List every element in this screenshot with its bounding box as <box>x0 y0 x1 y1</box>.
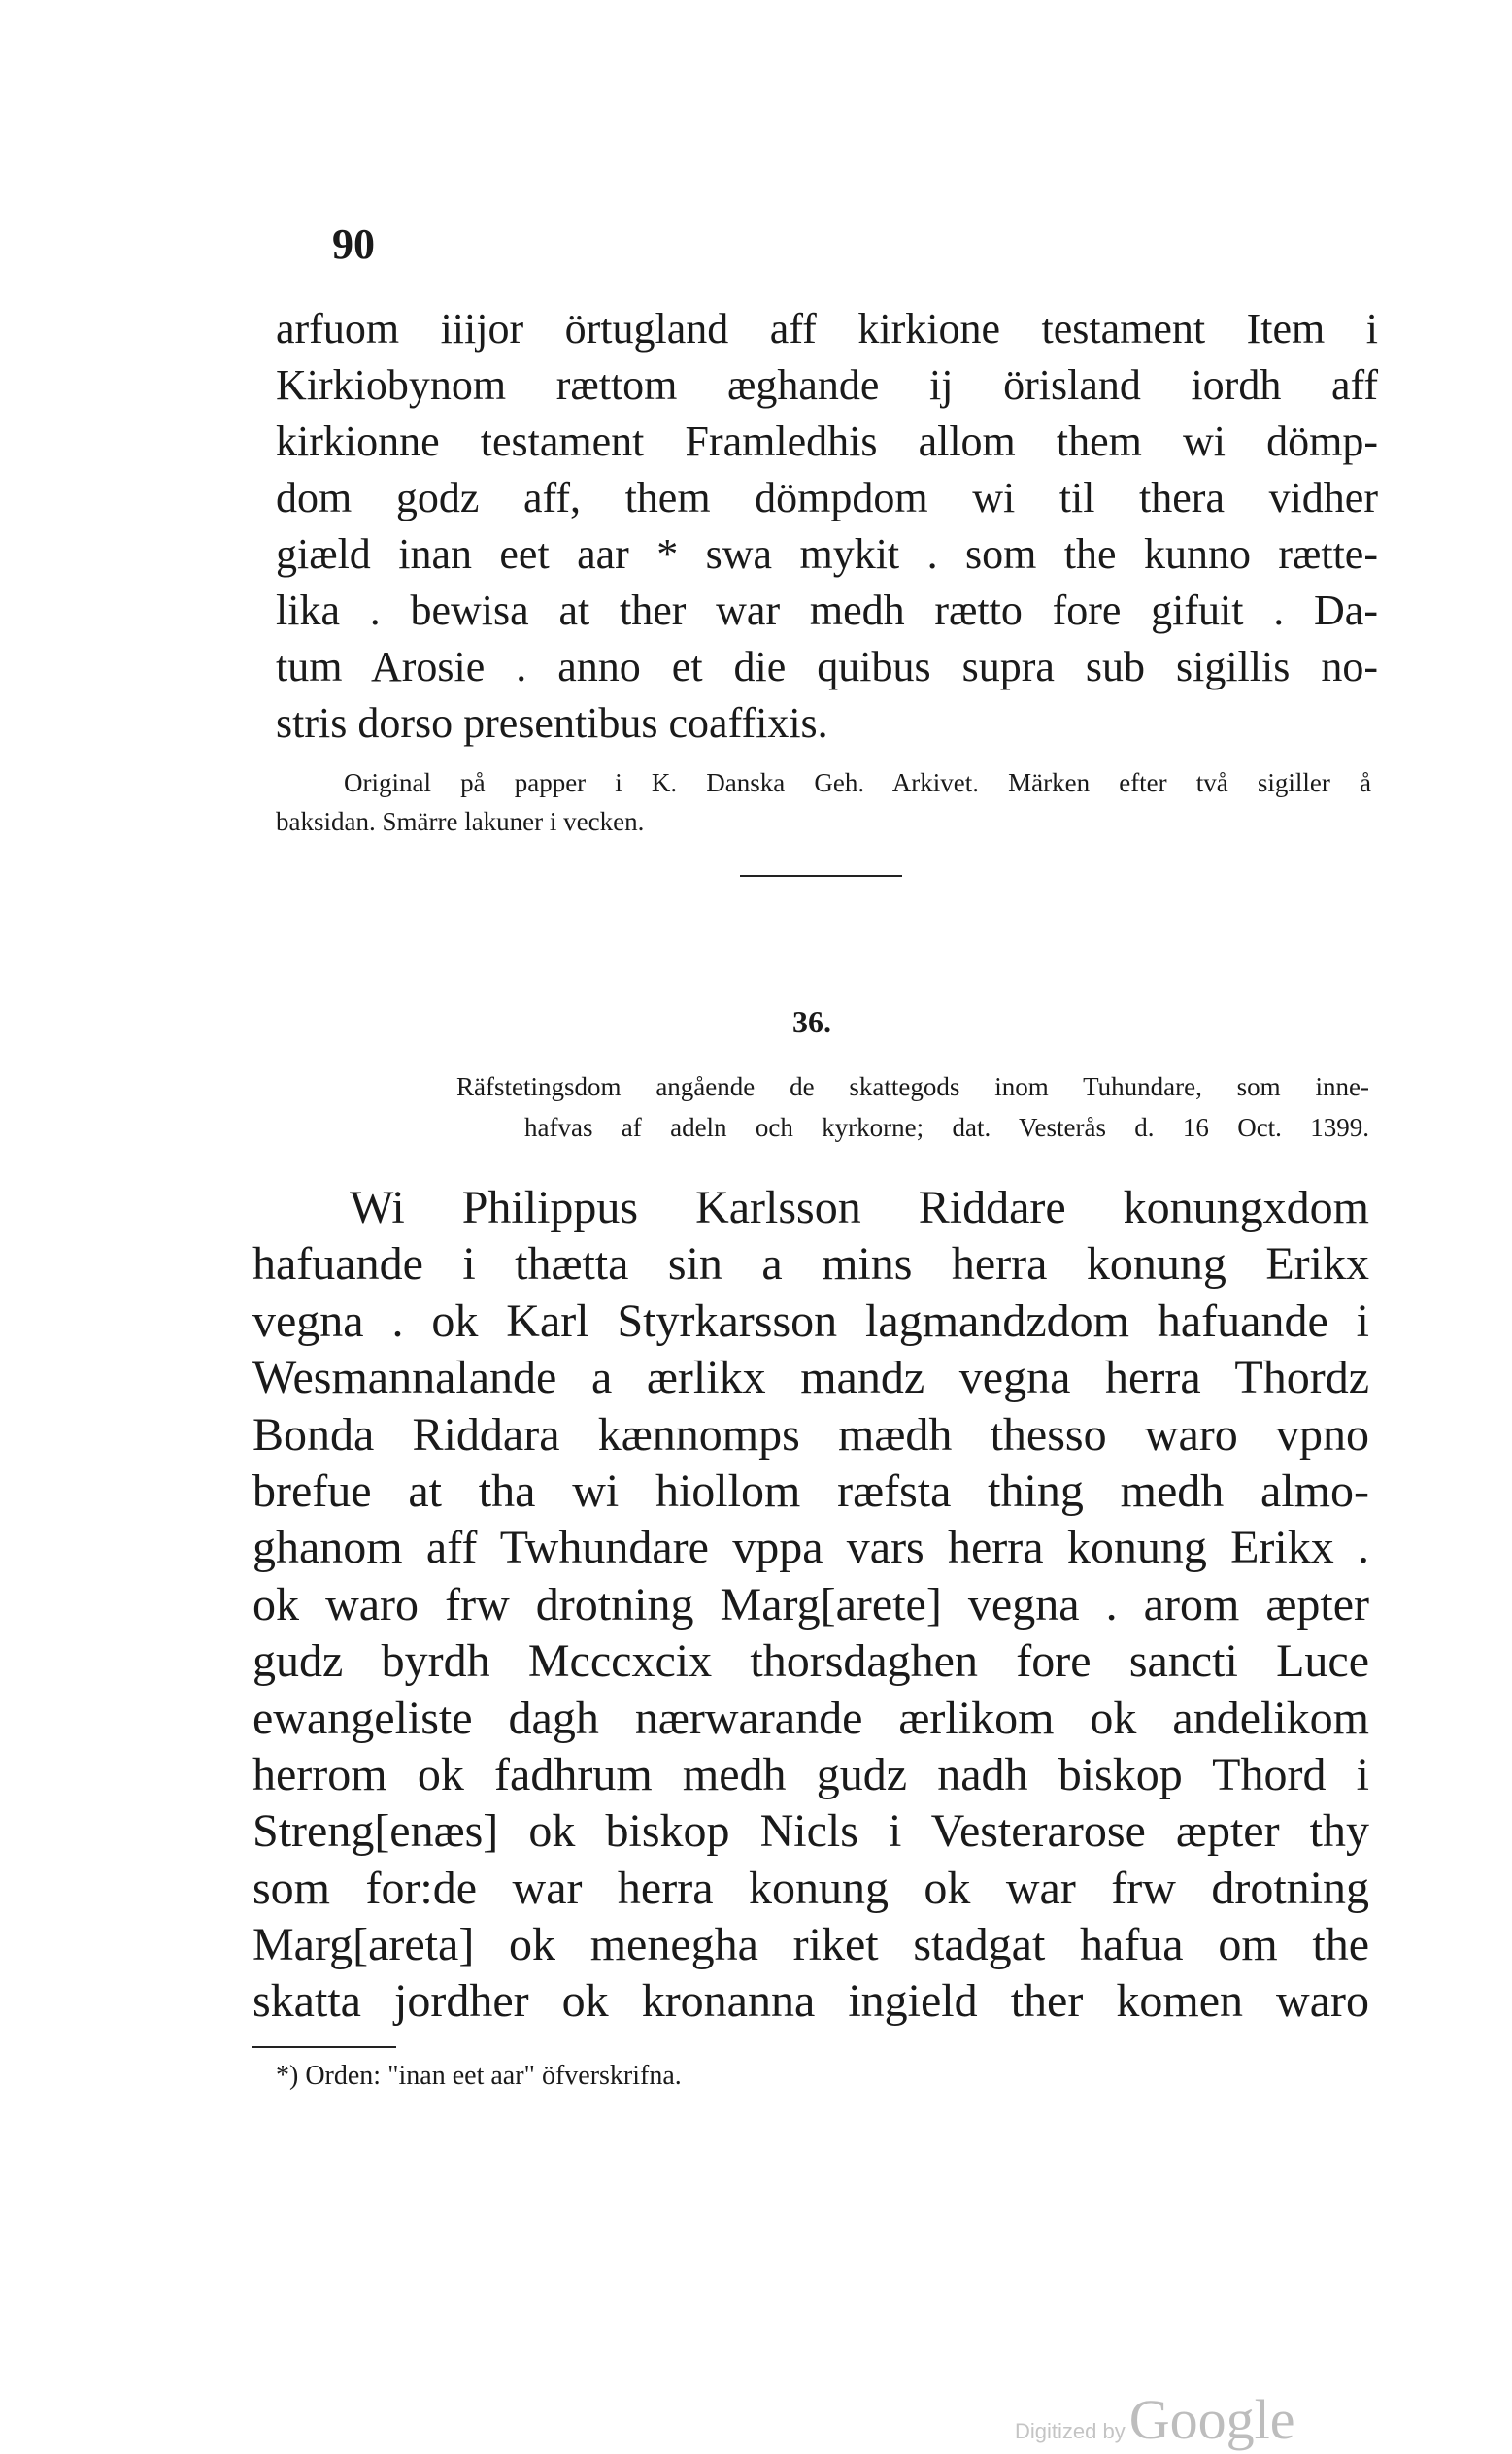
text-line: Kirkiobynom rættom æghande ij örisland iordh aff <box>276 361 1378 409</box>
document-text-line: hafuande i thætta sin a mins herra konung Erikx <box>252 1238 1369 1291</box>
document-number: 36. <box>792 1004 831 1039</box>
summary-line: Räfstetingsdom angående de skattegods inom Tuhundare, som inne- <box>456 1072 1369 1101</box>
digitized-watermark <box>1015 2387 1294 2452</box>
page-number: 90 <box>332 220 375 268</box>
document-text-line: skatta jordher ok kronanna ingield ther komen waro <box>252 1975 1369 2028</box>
source-note-line: Original på papper i K. Danska Geh. Arkivet. Märken efter två sigiller å <box>344 768 1371 797</box>
document-text-line: som for:de war herra konung ok war frw drotning <box>252 1862 1369 1914</box>
document-text-line: vegna . ok Karl Styrkarsson lagmandzdom hafuande i <box>252 1294 1369 1347</box>
google-logo: Google <box>1128 2388 1295 2451</box>
document-text-line: Bonda Riddara kænnomps mædh thesso waro vpno <box>252 1408 1369 1461</box>
summary-line: hafvas af adeln och kyrkorne; dat. Vesterås d. 16 Oct. 1399. <box>524 1113 1369 1142</box>
document-summary <box>456 1066 1369 1148</box>
document-text-line: herrom ok fadhrum medh gudz nadh biskop Thord i <box>252 1748 1369 1800</box>
text-line: arfuom iiijor örtugland aff kirkione testament Item i <box>276 305 1378 353</box>
digitized-by-label: Digitized by <box>1015 2419 1126 2443</box>
document-text-line: ewangeliste dagh nærwarande ærlikom ok andelikom <box>252 1692 1369 1744</box>
text-line: stris dorso presentibus coaffixis. <box>276 699 828 747</box>
document-text-line: Streng[enæs] ok biskop Nicls i Vesterarose æpter thy <box>252 1805 1369 1858</box>
document-text-line: brefue at tha wi hiollom ræfsta thing medh almo- <box>252 1464 1369 1517</box>
document-text-line: Marg[areta] ok menegha riket stadgat hafua om the <box>252 1919 1369 1971</box>
document-text-line: Wesmannalande a ærlikx mandz vegna herra Thordz <box>252 1352 1369 1404</box>
footnote-divider <box>252 2046 396 2048</box>
text-line: giæld inan eet aar * swa mykit . som the kunno rætte- <box>276 530 1378 578</box>
document-text-line: ghanom aff Twhundare vppa vars herra konung Erikx . <box>252 1522 1369 1574</box>
continued-text <box>276 301 1378 752</box>
text-line: tum Arosie . anno et die quibus supra sub sigillis no- <box>276 643 1378 690</box>
document-text-line: Wi Philippus Karlsson Riddare konungxdom <box>350 1182 1369 1233</box>
source-note-line: baksidan. Smärre lakuner i vecken. <box>276 807 645 836</box>
source-note <box>276 763 1371 841</box>
text-line: lika . bewisa at ther war medh rætto fore gifuit . Da- <box>276 587 1378 634</box>
text-line: dom godz aff, them dömpdom wi til thera vidher <box>276 474 1378 521</box>
document-text-line: ok waro frw drotning Marg[arete] vegna . arom æpter <box>252 1578 1369 1630</box>
section-divider <box>740 875 902 877</box>
text-line: kirkionne testament Framledhis allom them wi dömp- <box>276 418 1378 465</box>
document-text <box>252 1180 1369 2031</box>
footnote: *) Orden: "inan eet aar" öfverskrifna. <box>276 2061 682 2091</box>
document-text-line: gudz byrdh Mcccxcix thorsdaghen fore sancti Luce <box>252 1635 1369 1688</box>
